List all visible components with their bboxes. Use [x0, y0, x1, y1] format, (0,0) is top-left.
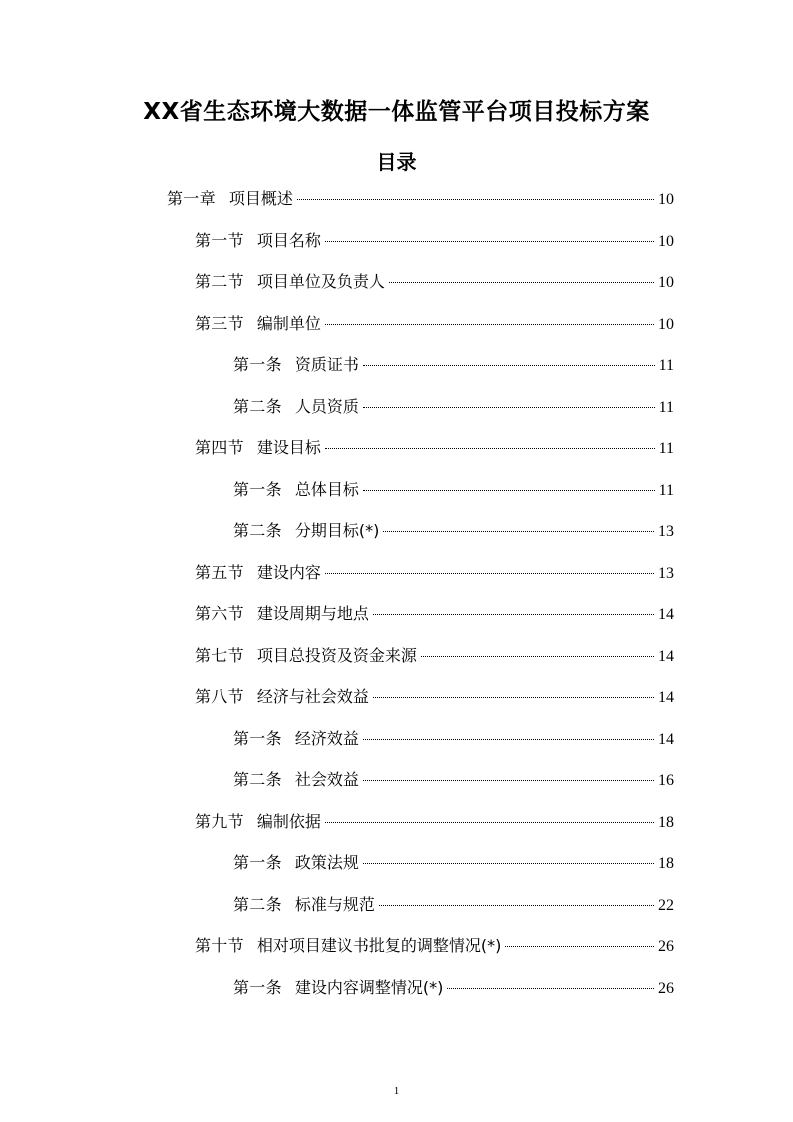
toc-leader-dots [363, 407, 655, 408]
toc-entry-page: 22 [658, 896, 674, 914]
toc-entry[interactable] [233, 477, 674, 507]
toc-entry-number: 第一节 [195, 230, 244, 250]
toc-leader-dots [389, 282, 654, 283]
toc-entry[interactable] [195, 684, 674, 714]
toc-entry[interactable] [195, 601, 674, 631]
toc-entry-page: 11 [658, 440, 674, 457]
toc-leader-dots [363, 490, 655, 491]
toc-entry-page: 14 [658, 647, 674, 665]
toc-entry-number: 第一章 [167, 189, 216, 208]
toc-leader-dots [421, 656, 654, 657]
toc-entry-number: 第三节 [195, 313, 244, 333]
toc-entry-title: 相对项目建议书批复的调整情况(*) [256, 936, 502, 955]
toc-entry-number: 第一条 [233, 977, 282, 997]
toc-entry-title: 经济效益 [294, 728, 359, 748]
toc-entry[interactable] [195, 560, 674, 590]
toc-leader-dots [373, 614, 654, 615]
toc-entry[interactable] [195, 435, 674, 465]
toc-entry-number: 第二条 [233, 770, 282, 789]
toc-entry-title: 分期目标(*) [294, 521, 380, 540]
page-number: 1 [393, 1085, 400, 1097]
toc-entry-number: 第五节 [195, 562, 244, 582]
toc-entry-page: 13 [658, 523, 674, 540]
toc-entry-number: 第二条 [233, 894, 282, 914]
toc-entry-title: 社会效益 [294, 770, 359, 789]
toc-entry[interactable] [233, 767, 674, 797]
toc-entry-title: 经济与社会效益 [256, 687, 369, 706]
toc-leader-dots [363, 739, 654, 740]
toc-entry-page: 10 [658, 274, 674, 291]
toc-leader-dots [363, 863, 654, 864]
toc-entry-title: 建设周期与地点 [256, 604, 369, 623]
toc-leader-dots [373, 697, 654, 698]
toc-entry-page: 14 [658, 689, 674, 706]
toc-entry-title: 总体目标 [294, 479, 359, 499]
toc-entry[interactable] [195, 228, 674, 258]
toc-entry-title: 建设内容调整情况(*) [294, 977, 444, 997]
toc-entry-page: 26 [658, 979, 674, 997]
toc-entry-number: 第九节 [195, 811, 244, 831]
toc-leader-dots [325, 822, 654, 823]
toc-leader-dots [447, 988, 654, 989]
toc-leader-dots [325, 241, 654, 242]
toc-entry-title: 建设内容 [256, 562, 321, 582]
toc-entry-page: 18 [658, 855, 674, 872]
toc-entry[interactable] [233, 975, 674, 1005]
toc-leader-dots [325, 573, 654, 574]
toc-leader-dots [325, 324, 654, 325]
toc-entry-title: 编制单位 [256, 313, 321, 333]
toc-entry[interactable] [233, 850, 674, 880]
toc-entry-page: 10 [658, 315, 674, 333]
toc-entry[interactable] [233, 892, 674, 922]
toc-entry[interactable] [195, 933, 674, 963]
toc-leader-dots [297, 199, 654, 200]
toc-entry-page: 10 [658, 232, 674, 250]
toc-entry-page: 10 [658, 191, 674, 208]
toc-entry-number: 第二条 [233, 396, 282, 416]
toc-entry-page: 16 [658, 772, 674, 789]
toc-entry-title: 项目单位及负责人 [256, 272, 385, 291]
toc-entry-number: 第一条 [233, 853, 282, 872]
toc-entry[interactable] [195, 643, 674, 673]
toc-entry-page: 14 [658, 730, 674, 748]
toc-entry-title: 政策法规 [294, 853, 359, 872]
toc-entry-number: 第一条 [233, 355, 282, 374]
toc-entry[interactable] [195, 311, 674, 341]
toc-entry[interactable] [195, 269, 674, 299]
toc-entry-page: 11 [658, 357, 674, 374]
toc-heading: 目录 [376, 150, 417, 174]
toc-entry-page: 13 [658, 564, 674, 582]
toc-entry-title: 编制依据 [256, 811, 321, 831]
toc-entry[interactable] [195, 809, 674, 839]
toc-entry-number: 第八节 [195, 687, 244, 706]
toc-entry-page: 11 [658, 481, 674, 499]
toc-entry-number: 第二条 [233, 521, 282, 540]
toc-entry[interactable] [167, 186, 674, 216]
toc-entry-number: 第二节 [195, 272, 244, 291]
toc-entry-number: 第一条 [233, 728, 282, 748]
toc-entry-number: 第四节 [195, 438, 244, 457]
toc-leader-dots [383, 531, 654, 532]
toc-leader-dots [505, 946, 654, 947]
toc-entry-page: 11 [658, 398, 674, 416]
toc-entry-page: 26 [658, 938, 674, 955]
toc-entry-number: 第一条 [233, 479, 282, 499]
toc-entry-title: 标准与规范 [294, 894, 375, 914]
toc-entry-page: 18 [658, 813, 674, 831]
toc-entry-number: 第十节 [195, 936, 244, 955]
toc-entry[interactable] [233, 352, 674, 382]
toc-entry[interactable] [233, 518, 674, 548]
toc-entry-title: 项目概述 [228, 189, 293, 208]
toc-leader-dots [379, 905, 654, 906]
toc-entry-page: 14 [658, 606, 674, 623]
toc-leader-dots [363, 365, 655, 366]
toc-entry-title: 人员资质 [294, 396, 359, 416]
toc-leader-dots [325, 448, 655, 449]
toc-entry-title: 资质证书 [294, 355, 359, 374]
toc-entry-number: 第六节 [195, 604, 244, 623]
toc-entry-number: 第七节 [195, 645, 244, 665]
toc-entry-title: 项目名称 [256, 230, 321, 250]
toc-entry-title: 建设目标 [256, 438, 321, 457]
toc-entry[interactable] [233, 394, 674, 424]
toc-entry[interactable] [233, 726, 674, 756]
toc-leader-dots [363, 780, 654, 781]
toc-entry-title: 项目总投资及资金来源 [256, 645, 417, 665]
document-title: XX省生态环境大数据一体监管平台项目投标方案 [143, 99, 650, 125]
